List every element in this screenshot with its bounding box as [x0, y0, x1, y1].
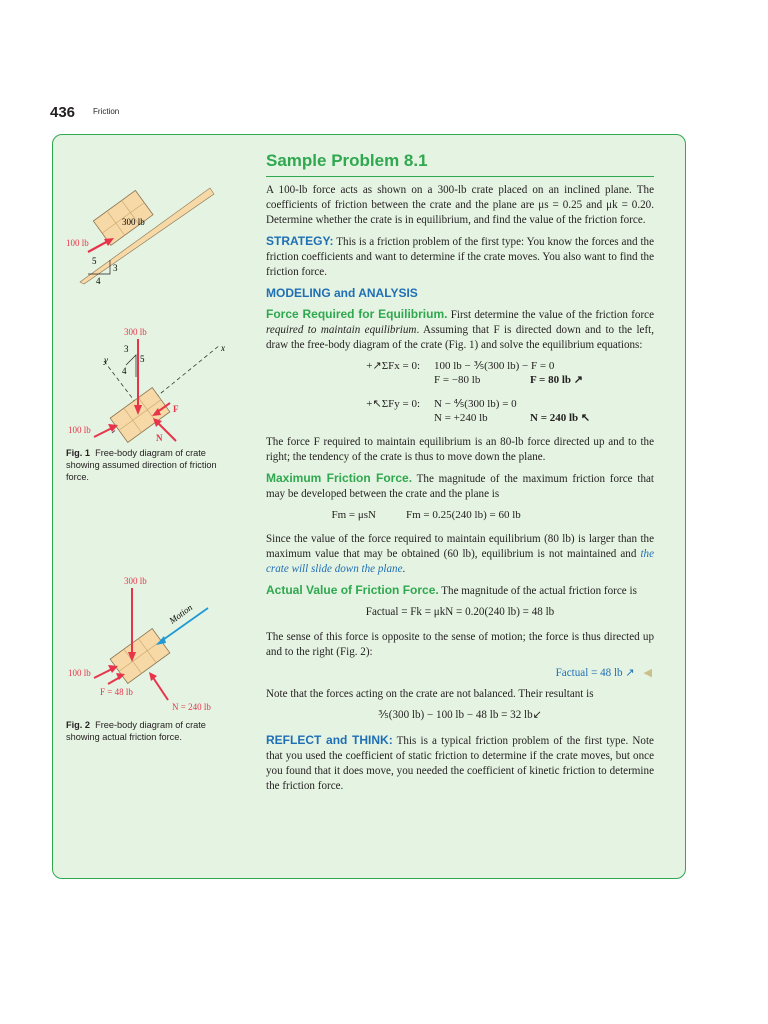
actual-friction-paragraph: [266, 583, 654, 599]
main-text-column: [266, 150, 654, 800]
eq2-label: +↖ΣFy = 0:: [366, 398, 420, 410]
factual-answer-text: Factual = 48 lb ↗: [555, 667, 635, 679]
fig2-caption: [66, 719, 236, 743]
fig1-s3: 3: [124, 344, 129, 354]
fig1-force-arrowhead: [108, 424, 118, 432]
sense-paragraph: The sense of this force is opposite to the sense of motion; the force is thus directed up and to the right (Fig. 2):: [266, 631, 654, 658]
top-figure: [60, 180, 240, 290]
slope-run: 4: [96, 276, 101, 286]
problem-statement: A 100-lb force acts as shown on a 300-lb crate placed on an inclined plane. The coefficients of friction between the crate and the plane are μs = 0.25 and μk = 0.20. Determine whether the crate is in equilibrium, and find the value of the friction force.: [266, 184, 654, 226]
fig1-y-label: y: [104, 355, 108, 365]
eq2-lhs: N − ⅘(300 lb) = 0: [434, 398, 517, 410]
running-head: Friction: [93, 107, 120, 116]
strategy-label: STRATEGY:: [266, 234, 334, 248]
fig2-caption-text: Free-body diagram of crate showing actual friction force.: [66, 720, 206, 742]
fig1-caption-label: Fig. 1: [66, 448, 90, 458]
eq1-final: F = 80 lb ↗: [530, 374, 583, 386]
max-friction-after-1: Since the value of the force required to maintain equilibrium (80 lb) is larger than the maximum value that may be obtained (60 lb), equilibrium is not maintained and: [266, 533, 654, 560]
max-friction-paragraph: [266, 471, 654, 502]
actual-friction-heading: Actual Value of Friction Force.: [266, 583, 439, 597]
slope-rise: 3: [113, 263, 118, 273]
sample-problem-title: Sample Problem 8.1: [266, 150, 654, 177]
eq1-result: F = −80 lb: [434, 374, 481, 386]
equilibrium-heading: Force Required for Equilibrium.: [266, 307, 448, 321]
incline-plane: [80, 188, 214, 284]
resultant-equation: ⅗(300 lb) − 100 lb − 48 lb = 32 lb↙: [378, 709, 542, 721]
eq-fm-a: Fm = μsN: [331, 509, 376, 521]
equation-factual: Factual = Fk = μkN = 0.20(240 lb) = 48 lb: [365, 606, 555, 618]
fig1-caption: [66, 447, 236, 483]
fig1-force-label: 100 lb: [68, 425, 91, 435]
factual-answer: [266, 666, 654, 681]
answer-marker-icon: ◀: [643, 667, 652, 679]
max-friction-heading: Maximum Friction Force.: [266, 471, 413, 485]
fig1-x-label: x: [221, 343, 225, 353]
fig1-weight-label: 300 lb: [124, 327, 147, 337]
fig1-caption-text: Free-body diagram of crate showing assumed direction of friction force.: [66, 448, 217, 482]
strategy-paragraph: [266, 234, 654, 280]
equation-fy: [266, 397, 654, 425]
eq1-lhs: 100 lb − ⅗(300 lb) − F = 0: [434, 360, 555, 372]
eq2-result: N = +240 lb: [434, 412, 488, 424]
fig2-F-label: F = 48 lb: [100, 687, 133, 697]
page-number: 436: [50, 104, 76, 121]
fig2-diagram: [60, 572, 240, 712]
fig1-F-label: F: [173, 404, 179, 414]
eq1-label: +↗ΣFx = 0:: [366, 360, 420, 372]
equilibrium-text-2: . Assuming that F is directed down and to the left, draw the free-body diagram of the crate (Fig. 1) and solve the equilibrium equations:: [266, 324, 655, 351]
fig1-slope-triangle: [126, 355, 136, 377]
equation-fx: [266, 359, 654, 387]
equilibrium-paragraph: [266, 307, 654, 353]
fig2-N-arrowhead: [149, 672, 157, 681]
max-friction-conclusion: [266, 532, 654, 577]
reflect-label: REFLECT and THINK:: [266, 733, 393, 747]
equation-fm: [266, 508, 654, 522]
fig1-y-axis: [104, 361, 136, 403]
fig2-N-arrow: [152, 676, 168, 700]
resultant-note: Note that the forces acting on the crate are not balanced. Their resultant is: [266, 688, 594, 700]
max-friction-after-italic: the crate will slide down the plane: [266, 548, 654, 575]
equilibrium-text-1: First determine the value of the friction force: [450, 309, 655, 321]
fig2-force-arrowhead: [108, 665, 118, 673]
fig2-N-label: N = 240 lb: [172, 702, 211, 712]
fig1-N-label: N: [156, 433, 163, 443]
fig1-s4: 4: [122, 366, 127, 376]
equilibrium-text-italic: required to maintain equilibrium: [266, 324, 417, 336]
actual-friction-text: The magnitude of the actual friction force is: [441, 585, 637, 597]
slope-hyp: 5: [92, 256, 97, 266]
eq2-final: N = 240 lb ↖: [530, 412, 591, 424]
top-weight-label: 300 lb: [122, 217, 145, 227]
max-friction-text: The magnitude of the maximum friction force that may be developed between the crate and the plane is: [266, 473, 655, 500]
fig2-caption-label: Fig. 2: [66, 720, 90, 730]
equilibrium-conclusion: The force F required to maintain equilibrium is an 80-lb force directed up and to the right; the tendency of the crate is thus to move down the plane.: [266, 436, 654, 463]
reflect-text: This is a typical friction problem of the first type. Note that you used the coefficient of static friction to determine if the crate moves, but once you found that it does move, you needed the coefficient of kinetic friction to determine the friction force.: [266, 735, 654, 792]
page-header: [50, 104, 119, 124]
top-force-label: 100 lb: [66, 238, 89, 248]
fig1-s5: 5: [140, 354, 145, 364]
fig2-motion-label: Motion: [167, 602, 195, 626]
modeling-heading: MODELING and ANALYSIS: [266, 286, 418, 300]
eq-fm-b: Fm = 0.25(240 lb) = 60 lb: [406, 509, 521, 521]
strategy-text: This is a friction problem of the first type: You know the forces and the friction coefficients and want to determine if the crate moves. You also want to find the friction force.: [266, 236, 654, 278]
reflect-paragraph: [266, 733, 654, 794]
fig1-diagram: [60, 325, 240, 445]
fig2-weight-label: 300 lb: [124, 576, 147, 586]
max-friction-after-2: .: [402, 563, 406, 575]
fig2-force-label: 100 lb: [68, 668, 91, 678]
